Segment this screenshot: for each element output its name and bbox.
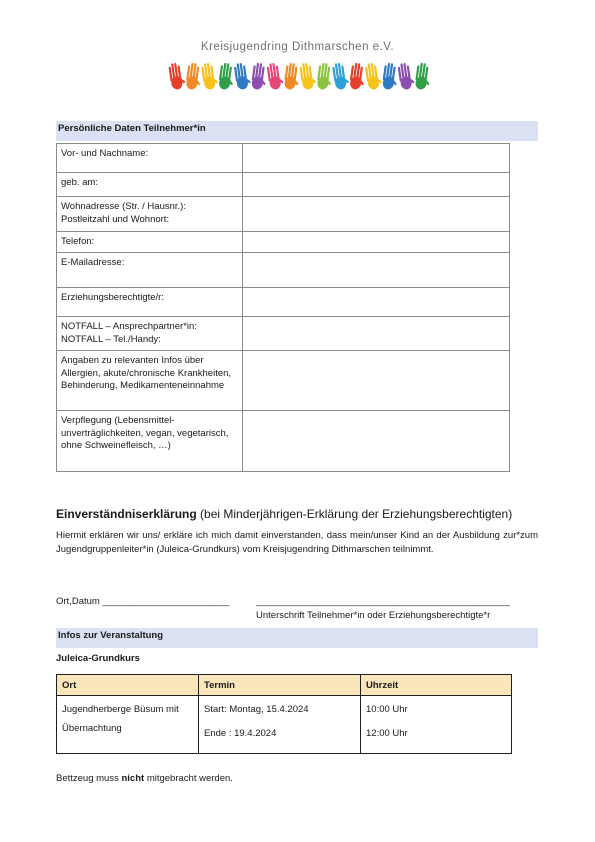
consent-text: Hiermit erklären wir uns/ erkläre ich mich damit einverstanden, dass mein/unser Kind an der Ausbildung zur*zum Jugendgruppenleiter*in (Juleica-Grundkurs) vom Kreisjugendring Dithmarschen teilnimmt.: [56, 530, 538, 555]
hand-icon: [250, 62, 268, 90]
field-input[interactable]: [243, 288, 510, 317]
signature-caption: Unterschrift Teilnehmer*in oder Erziehungsberechtigte*r: [256, 610, 491, 621]
personal-data-table: [56, 143, 510, 472]
colorful-hands-logo: [168, 58, 430, 92]
signature-line[interactable]: ________________________________________________: [256, 596, 510, 607]
field-input[interactable]: [243, 197, 510, 232]
hand-icon: [168, 62, 186, 90]
event-time-start: 10:00 Uhr: [366, 704, 408, 715]
table-row: [57, 411, 510, 472]
hand-icon: [381, 62, 399, 90]
column-header-ort: Ort: [57, 675, 199, 696]
field-label: NOTFALL – Ansprechpartner*in: NOTFALL – Tel./Handy:: [57, 317, 243, 351]
event-time-end: 12:00 Uhr: [366, 728, 408, 739]
table-row: [57, 696, 512, 754]
field-label: Telefon:: [57, 232, 243, 253]
hand-icon: [234, 62, 252, 90]
hand-icon: [397, 62, 415, 90]
hand-icon: [332, 62, 350, 90]
event-table: [56, 674, 512, 754]
hand-icon: [283, 62, 301, 90]
bedding-note-emphasis: nicht: [121, 773, 145, 784]
consent-title: [56, 507, 512, 521]
event-location: Jugendherberge Büsum mit Übernachtung: [57, 696, 199, 754]
field-input[interactable]: [243, 351, 510, 411]
field-label: Vor- und Nachname:: [57, 144, 243, 173]
table-row: [57, 197, 510, 232]
field-input[interactable]: [243, 253, 510, 288]
field-label: E-Mailadresse:: [57, 253, 243, 288]
hand-icon: [414, 62, 430, 90]
field-input[interactable]: [243, 173, 510, 197]
hand-icon: [349, 62, 367, 90]
consent-title-bold: Einverständniserklärung: [56, 507, 197, 521]
hand-icon: [218, 62, 236, 90]
organization-name: Kreisjugendring Dithmarschen e.V.: [200, 41, 395, 53]
column-header-termin: Termin: [199, 675, 361, 696]
hand-icon: [201, 62, 219, 90]
hand-icon: [365, 62, 383, 90]
column-header-uhrzeit: Uhrzeit: [361, 675, 512, 696]
field-label: Angaben zu relevanten Infos über Allergien, akute/chronische Krankheiten, Behinderung, Medikamenteneinnahme: [57, 351, 243, 411]
event-info-header: Infos zur Veranstaltung: [56, 628, 538, 648]
hand-icon: [185, 62, 203, 90]
table-row: [57, 144, 510, 173]
bedding-note: [56, 773, 233, 784]
field-label: Erziehungsberechtigte/r:: [57, 288, 243, 317]
hand-icon: [266, 62, 284, 90]
table-row: [57, 232, 510, 253]
table-row: [57, 173, 510, 197]
table-row: [57, 351, 510, 411]
table-row: [57, 317, 510, 351]
event-start: Start: Montag, 15.4.2024: [204, 704, 309, 715]
field-label: Wohnadresse (Str. / Hausnr.): Postleitzahl und Wohnort:: [57, 197, 243, 232]
event-dates: [199, 696, 361, 754]
field-input[interactable]: [243, 232, 510, 253]
hand-icon: [316, 62, 334, 90]
field-label: Verpflegung (Lebensmittel-unverträglichkeiten, vegan, vegetarisch, ohne Schweinefleisch, …): [57, 411, 243, 472]
event-end: Ende : 19.4.2024: [204, 728, 277, 739]
table-row: [57, 253, 510, 288]
field-input[interactable]: [243, 317, 510, 351]
bedding-note-end: mitgebracht werden.: [144, 773, 233, 784]
personal-data-header: Persönliche Daten Teilnehmer*in: [56, 121, 538, 141]
table-row: [57, 288, 510, 317]
hand-icon: [299, 62, 317, 90]
event-subtitle: Juleica-Grundkurs: [56, 653, 140, 664]
bedding-note-start: Bettzeug muss: [56, 773, 122, 784]
place-date-field[interactable]: Ort,Datum ________________________: [56, 596, 230, 607]
event-times: [361, 696, 512, 754]
consent-title-rest: (bei Minderjährigen-Erklärung der Erziehungsberechtigten): [196, 507, 513, 521]
field-label: geb. am:: [57, 173, 243, 197]
field-input[interactable]: [243, 144, 510, 173]
field-input[interactable]: [243, 411, 510, 472]
